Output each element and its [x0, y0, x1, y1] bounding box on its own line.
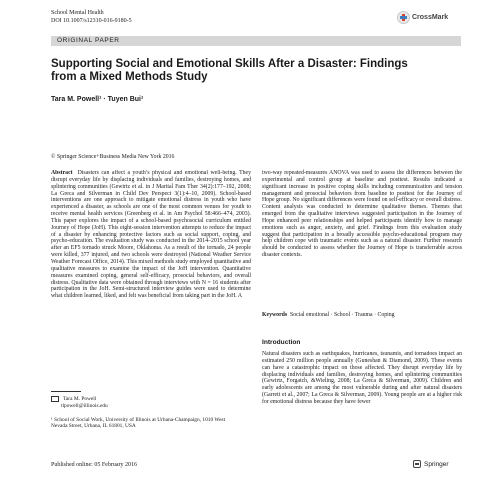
journal-info [51, 10, 132, 25]
corresponding-name: Tara M. Powell [63, 396, 97, 403]
copyright-notice: © Springer Science+Business Media New York 2016 [51, 154, 175, 160]
keywords [262, 312, 462, 318]
doi-link[interactable]: DOI 10.1007/s12310-016-9180-5 [51, 17, 132, 24]
abstract-text-left: Disasters can affect a youth’s physical and emotional well-being. They disrupt everyday life by displacing individuals and families, destroying homes, and splintering communities (Gewirtz et al. in J Marital Fam Ther 34(2):177–192, 2008; La Greca and Silverman in Child Dev Perspect 3(1):4–10, 2009). School-based interventions are one approach to mitigate emotional distress in youth who have experienced a disaster, as schools are one of the most common venues for youth to receive mental health services (Greenberg et al. in Am Psychol 58:466–474, 2003). This paper explores the impact of a school-based psychosocial curriculum entitled Journey of Hope (JoH). This eight-session intervention attempts to reduce the impact of a disaster by enhancing protective factors such as social support, coping, and psycho-education. The evaluation study was conducted in the 2014–2015 school year after an EF5 tornado struck Moore, Oklahoma. As a result of the tornado, 24 people were killed, 377 injured, and two schools were destroyed (National Weather Service Weather Forecast Office, 2014). This mixed methods study employed quantitative and qualitative measures to examine the impact of the JoH intervention. Quantitative measures examined coping, general self-efficacy, prosocial behaviors, and overall distress. Qualitative data were obtained through interviews with N = 16 students after participation in the JoH. Semi-structured interview guides were used to determine what children learned, liked, and felt was beneficial from taking part in the JoH. A [51, 170, 251, 300]
section-band-label: ORIGINAL PAPER [57, 37, 120, 44]
journal-name: School Mental Health [51, 10, 104, 16]
publisher-name: Springer [424, 460, 449, 468]
springer-logo [413, 460, 449, 468]
introduction-heading: Introduction [262, 339, 301, 346]
corresponding-email[interactable]: tlpowell@illinois.edu [61, 402, 108, 409]
abstract-left-column [51, 170, 251, 370]
introduction-text: Natural disasters such as earthquakes, hurricanes, tsunamis, and tornadoes impact an estimated 250 million people annually (Guneshan & Diamond, 2009). These events can have a catastrophic impact on those affected. They disrupt everyday life by displacing individuals and families, destroying homes, and splintering communities (Gewirtz, Forgatch, &Wieling, 2008; La Greca & Silverman, 2009). Children and early adolescents are among the most vulnerable during and after natural disasters (Garrett et al., 2007; La Greca & Silverman, 2009). Young people are at a higher risk for emotional distress because they have fewer [262, 351, 462, 405]
article-authors: Tara M. Powell¹ · Tuyen Bui¹ [51, 96, 144, 103]
envelope-icon [51, 396, 59, 402]
crossmark-label: CrossMark [412, 14, 449, 21]
keywords-text: Social emotional · School · Trauma · Coping [290, 312, 395, 318]
article-title: Supporting Social and Emotional Skills After a Disaster: Findings from a Mixed Methods Study [51, 58, 408, 83]
author-affiliation: ¹ School of Social Work, University of Illinois at Urbana-Champaign, 1010 West Nevada Street, Urbana, IL 61801, USA [51, 417, 226, 430]
published-date: Published online: 05 February 2016 [51, 462, 137, 468]
footnote-divider [51, 391, 81, 392]
abstract-right-column [262, 170, 462, 259]
crossmark-icon [397, 11, 410, 24]
corresponding-author [51, 396, 108, 409]
keywords-label: Keywords [262, 312, 288, 318]
abstract-label: Abstract [51, 170, 73, 176]
springer-horse-icon [413, 460, 421, 468]
abstract-text-right: two-way repeated-measures ANOVA was used to assess the differences between the experimental and control group at baseline and posttest. Results indicated a significant increase in positive coping skills including communication and tension management and prosocial behaviors from baseline to posttest for the Journey of Hope group. No significant differences were found on self-efficacy or overall distress. Content analysis was conducted to determine qualitative themes. Themes that emerged from the qualitative interviews suggested participation in the Journey of Hope enhanced peer relationships and helped participants identify how to manage emotions such as anger, anxiety, and grief. Findings from this evaluation study suggest that participation in a broadly accessible psycho-educational program may help children cope with traumatic events such as a natural disaster. Further research should be conducted to assess whether the Journey of Hope is transferrable across disaster contexts. [262, 170, 462, 259]
crossmark-badge[interactable] [397, 11, 448, 24]
